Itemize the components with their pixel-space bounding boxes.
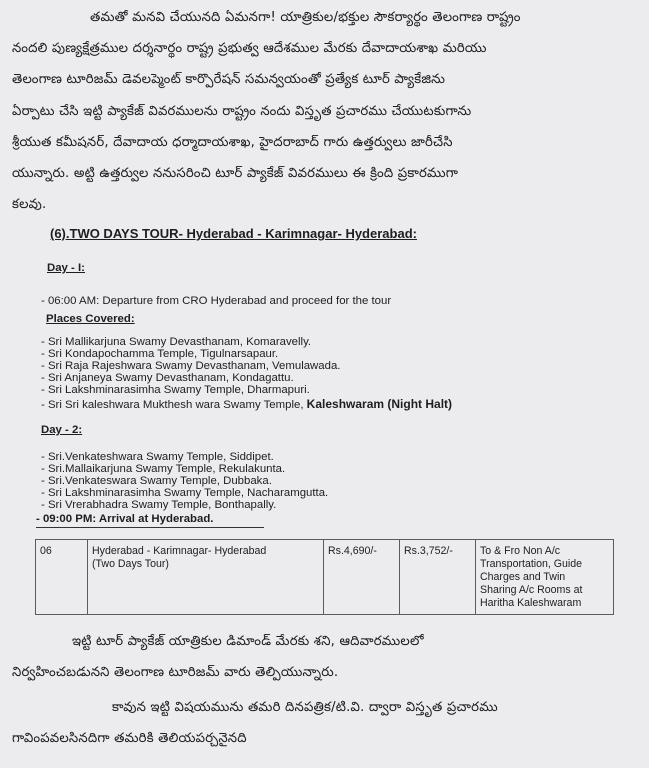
day1-place-3: - Sri Raja Rajeshwara Swamy Devasthanam, Vemulawada. (41, 360, 341, 372)
price-adult-cell: Rs.4,690/- (324, 540, 400, 615)
includes-line-4: Sharing A/c Rooms at (480, 584, 583, 596)
table-row (36, 540, 614, 615)
includes-line-3: Charges and Twin (480, 571, 566, 583)
closing-line-4: గావింపవలసినదిగా తమరికి తెలియపర్చనైనది (12, 731, 247, 746)
intro-line-3: తెలంగాణ టూరిజమ్ డెవలప్మెంట్ కార్పొరేషన్ సమన్వయంతో ప్రత్యేక టూర్ ప్యాకేజిను (12, 72, 446, 87)
day1-departure: - 06:00 AM: Departure from CRO Hyderabad and proceed for the tour (41, 295, 392, 307)
day1-place-5: - Sri Lakshminarasimha Swamy Temple, Dharmapuri. (41, 384, 310, 396)
package-table (35, 539, 614, 615)
places-covered-label: Places Covered: (46, 313, 135, 325)
intro-line-7: కలవు. (12, 197, 47, 212)
day2-place-1: - Sri.Venkateshwara Swamy Temple, Siddipet. (41, 451, 274, 463)
closing-line-3: కావున ఇట్టి విషయమును తమరి దినపత్రిక/టి.వి. ద్వారా విస్తృత ప్రచారము (112, 700, 498, 715)
intro-line-5: శ్రీయుత కమీషనర్, దేవాదాయ ధర్మాదాయశాఖ, హైదరాబాద్ గారు ఉత్తర్వులు జారీచేసి (12, 135, 453, 150)
route-line-1: Hyderabad - Karimnagar- Hyderabad (92, 545, 267, 557)
route-cell (88, 540, 324, 615)
day1-place-4: - Sri Anjaneya Swamy Devasthanam, Kondagattu. (41, 372, 294, 384)
includes-line-5: Haritha Kaleshwaram (480, 597, 582, 609)
route-line-2: (Two Days Tour) (92, 558, 169, 570)
day1-place-1: - Sri Mallikarjuna Swamy Devasthanam, Komaravelly. (41, 336, 312, 348)
intro-line-2: నందలి పుణ్యక్షేత్రముల దర్శనార్థం రాష్ట్ర ప్రభుత్వ ఆదేశముల మేరకు దేవాదాయశాఖ మరియు (12, 41, 487, 56)
intro-line-1: తమతో మనవి చేయునది ఏమనగా! యాత్రికుల/భక్తుల సౌకర్యార్థం తెలంగాణ రాష్ట్రం (90, 10, 521, 25)
closing-line-2: నిర్వహించబడునని తెలంగాణ టూరిజమ్ వారు తెల్పియున్నారు. (12, 665, 339, 680)
intro-line-6: యున్నారు. అట్టి ఉత్తర్వుల ననుసరించి టూర్ ప్యాకేజ్ వివరములు ఈ క్రింది ప్రకారముగా (12, 166, 459, 181)
tour-heading: (6).TWO DAYS TOUR- Hyderabad - Karimnagar- Hyderabad: (50, 226, 417, 241)
price-child-cell: Rs.3,752/- (400, 540, 476, 615)
day2-place-2: - Sri.Mallaikarjuna Swamy Temple, Rekulakunta. (41, 463, 286, 475)
day1-place-6: - Sri Sri kaleshwara Mukthesh wara Swamy Temple, (41, 399, 304, 411)
includes-line-2: Transportation, Guide (480, 558, 583, 570)
includes-cell (476, 540, 614, 615)
day1-label: Day - I: (47, 262, 85, 274)
day2-place-5: - Sri Vrerabhadra Swamy Temple, Bonthapally. (41, 499, 277, 511)
day2-place-4: - Sri Lakshminarasimha Swamy Temple, Nacharamgutta. (41, 487, 329, 499)
day2-label: Day - 2: (41, 424, 83, 436)
day1-place-6-row (41, 397, 452, 411)
divider-line (36, 527, 264, 528)
serial-cell: 06 (36, 540, 88, 615)
intro-line-4: ఏర్పాటు చేసి ఇట్టి ప్యాకేజ్ వివరములను రాష్ట్రం నందు విస్తృత ప్రచారము చేయుటకుగాను (12, 104, 472, 119)
includes-line-1: To & Fro Non A/c (480, 545, 561, 557)
day1-place-2: - Sri Kondapochamma Temple, Tigulnarsapaur. (41, 348, 279, 360)
day2-arrival: - 09:00 PM: Arrival at Hyderabad. (36, 513, 214, 525)
day2-place-3: - Sri.Venkateswara Swamy Temple, Dubbaka. (41, 475, 272, 487)
night-halt: Kaleshwaram (Night Halt) (306, 397, 453, 411)
closing-line-1: ఇట్టి టూర్ ప్యాకేజ్ యాత్రికుల డిమాండ్ మేరకు శని, ఆదివారములలో (72, 634, 424, 649)
